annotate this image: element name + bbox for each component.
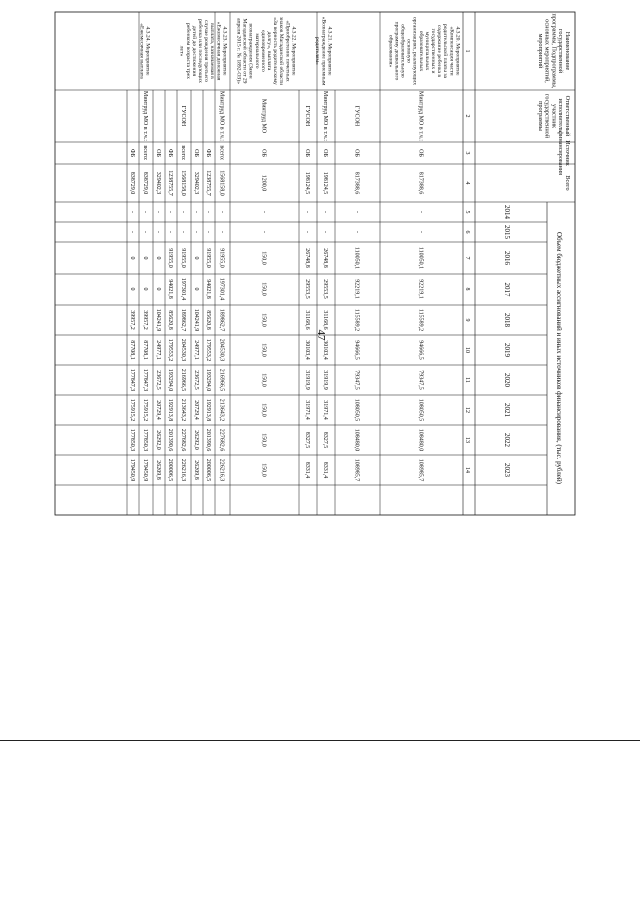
value-cell: 150,0 — [260, 373, 267, 387]
value-cell: 26292,0 — [193, 430, 199, 450]
value-cell: 189862,7 — [218, 308, 225, 332]
value-cell: 179450,9 — [129, 458, 135, 482]
value-cell: 85620,8 — [205, 310, 211, 330]
value-cell: 26209,8 — [193, 460, 199, 480]
value-cell: 79347,5 — [353, 370, 360, 390]
value-cell: 91955,0 — [218, 248, 225, 268]
group-header: Объем бюджетных ассигнований и иных источников финансирования, (тыс. рублей) — [555, 232, 563, 484]
value-cell: 108985,7 — [353, 458, 360, 482]
value-cell: - — [260, 211, 267, 213]
value-cell: 91955,0 — [167, 248, 173, 268]
value-cell: - — [167, 231, 173, 233]
value-cell: 1568158,0 — [180, 170, 186, 196]
value-cell: 179450,9 — [142, 458, 148, 482]
value-cell: 104241,9 — [155, 308, 161, 332]
value-cell: - — [193, 231, 199, 233]
value-cell: 94666,5 — [417, 340, 424, 360]
value-cell: 197301,4 — [180, 277, 186, 301]
value-cell: 24977,1 — [193, 340, 199, 360]
measure-name: 4.3.24. Мероприятие«Ежемесячная выплата — [138, 23, 151, 79]
value-cell: 115589,2 — [417, 308, 424, 332]
column-number: 7 — [464, 256, 470, 260]
value-cell: - — [129, 231, 135, 233]
value-cell: - — [322, 211, 328, 213]
value-cell: 177850,3 — [129, 428, 135, 452]
year-header: 2016 — [503, 251, 511, 265]
value-cell: 193294,0 — [167, 368, 173, 392]
value-cell: 26748,8 — [304, 248, 310, 268]
value-cell: 8331,4 — [322, 461, 328, 479]
value-cell: 110050,1 — [417, 246, 424, 270]
value-cell: 29553,5 — [322, 279, 328, 299]
value-cell: - — [205, 231, 211, 233]
value-cell: - — [155, 211, 161, 213]
value-cell: 177850,3 — [142, 428, 148, 452]
funding-source: ОБ — [193, 149, 199, 157]
value-cell: 91955,0 — [205, 248, 211, 268]
funding-source: ОБ — [304, 149, 310, 157]
value-cell: 0 — [155, 256, 161, 260]
value-cell: 817388,6 — [353, 171, 360, 195]
value-cell: 213643,2 — [180, 398, 186, 422]
column-number: 9 — [464, 318, 470, 322]
funding-source: ОБ — [260, 149, 267, 157]
value-cell: 192913,8 — [205, 398, 211, 422]
value-cell: - — [353, 231, 360, 233]
header-cell: Источникфинансирования — [557, 131, 571, 175]
value-cell: 179553,2 — [205, 338, 211, 362]
value-cell: 30103,4 — [304, 340, 310, 360]
executor: Минтруд МО в т.ч.: — [417, 91, 424, 141]
funding-source: всего: — [218, 145, 225, 161]
year-header: 2018 — [503, 313, 511, 327]
value-cell: 108050,5 — [353, 398, 360, 422]
year-header: 2022 — [503, 433, 511, 447]
value-cell: 150,0 — [260, 313, 267, 327]
value-cell: - — [322, 231, 328, 233]
column-number: 5 — [464, 210, 470, 214]
value-cell: 817388,6 — [417, 171, 424, 195]
column-number: 10 — [464, 347, 470, 353]
column-number: 1 — [464, 49, 470, 53]
value-cell: 0 — [142, 256, 148, 260]
value-cell: 92219,1 — [353, 279, 360, 299]
value-cell: 94021,8 — [205, 279, 211, 299]
value-cell: 201390,6 — [167, 428, 173, 452]
value-cell: - — [193, 211, 199, 213]
value-cell: 175915,2 — [129, 398, 135, 422]
value-cell: - — [167, 211, 173, 213]
value-cell: 39957,2 — [129, 310, 135, 330]
value-cell: 197301,4 — [218, 277, 225, 301]
value-cell: 8331,4 — [304, 461, 310, 479]
value-cell: 108985,7 — [417, 458, 424, 482]
value-cell: 79347,5 — [417, 370, 424, 390]
value-cell: 31168,6 — [322, 310, 328, 330]
funding-source: ФБ — [167, 148, 173, 158]
value-cell: - — [180, 211, 186, 213]
value-cell: - — [129, 211, 135, 213]
column-number: 3 — [464, 151, 470, 155]
header-cell: Всего — [563, 175, 571, 191]
value-cell: 30103,4 — [322, 340, 328, 360]
column-number: 12 — [464, 407, 470, 413]
value-cell: 216966,5 — [180, 368, 186, 392]
value-cell: 204530,3 — [218, 338, 225, 362]
value-cell: - — [304, 231, 310, 233]
measure-name: 4.3.21. Мероприятие«Вознаграждение приемнымродителям» — [314, 16, 333, 86]
value-cell: - — [304, 211, 310, 213]
value-cell: 94666,5 — [353, 340, 360, 360]
value-cell: - — [142, 231, 148, 233]
value-cell: - — [417, 211, 424, 213]
value-cell: 192913,8 — [167, 398, 173, 422]
value-cell: 0 — [129, 256, 135, 260]
value-cell: 198124,5 — [322, 171, 328, 195]
executor: Минтруд МО в т.ч.: — [322, 91, 328, 141]
value-cell: 0 — [193, 287, 199, 291]
executor: Минтруд МО в т.ч.: — [218, 91, 225, 141]
value-cell: 8327,5 — [322, 431, 328, 449]
value-cell: 115589,2 — [353, 308, 360, 332]
column-number: 13 — [464, 437, 470, 443]
value-cell: 108480,0 — [417, 428, 424, 452]
value-cell: 92219,1 — [417, 279, 424, 299]
value-cell: 329402,3 — [193, 171, 199, 195]
measure-name: 4.3.23. Мероприятие«Ежемесячная денежнаявыплата, назначаемая вслучае рождения третьегоребенка или последующихдетей до достиженияребенком возраста трехлет» — [178, 19, 228, 83]
value-cell: 200006,5 — [167, 458, 173, 482]
value-cell: 838729,0 — [142, 171, 148, 195]
value-cell: 179553,2 — [167, 338, 173, 362]
value-cell: 26209,8 — [155, 460, 161, 480]
value-cell: 1238755,7 — [167, 170, 173, 196]
year-header: 2019 — [503, 343, 511, 357]
value-cell: 31971,4 — [304, 400, 310, 420]
value-cell: - — [142, 211, 148, 213]
value-cell: 150,0 — [260, 433, 267, 447]
value-cell: 108480,0 — [353, 428, 360, 452]
value-cell: 85620,8 — [167, 310, 173, 330]
year-header: 2021 — [503, 403, 511, 417]
value-cell: 20729,4 — [155, 400, 161, 420]
year-header: 2014 — [503, 205, 511, 219]
value-cell: 189862,7 — [180, 308, 186, 332]
value-cell: - — [260, 231, 267, 233]
value-cell: 39957,2 — [142, 310, 148, 330]
value-cell: 198124,5 — [304, 171, 310, 195]
measure-name: 4.3.20. Мероприятие«Компенсация частиродительской платы засодержание ребенка вгосударственных имуниципальныхобразовательныхорганизациях, реализующихосновнуюобщеобразовательнуюпрограмму дошкольногообразования» — [387, 16, 461, 86]
value-cell: 31919,9 — [322, 370, 328, 390]
value-cell: 0 — [193, 256, 199, 260]
value-cell: 23672,5 — [155, 370, 161, 390]
funding-source: ОБ — [155, 149, 161, 157]
value-cell: 177847,3 — [129, 368, 135, 392]
value-cell: - — [205, 211, 211, 213]
value-cell: 108050,5 — [417, 398, 424, 422]
value-cell: 0 — [155, 287, 161, 291]
column-number: 11 — [464, 377, 470, 383]
value-cell: 104241,9 — [193, 308, 199, 332]
funding-source: ФБ — [205, 148, 211, 158]
value-cell: 31919,9 — [304, 370, 310, 390]
year-header: 2017 — [503, 282, 511, 297]
value-cell: 23672,5 — [193, 370, 199, 390]
value-cell: 31971,4 — [322, 400, 328, 420]
value-cell: 175915,2 — [142, 398, 148, 422]
header-cell: Наименованиегосударственнойпрограммы, Подпрограммы,основных мероприятий,мероприятий — [537, 13, 571, 89]
funding-source: ОБ — [322, 149, 328, 157]
value-cell: - — [417, 231, 424, 233]
value-cell: 213643,2 — [218, 398, 225, 422]
value-cell: - — [180, 231, 186, 233]
measure-name: 4.3.22. Мероприятие«Приобретение почетныхзнаков Магаданской области«За верность родительскомудолгу», выплатаединовременногоматериальноговознаграждения (ЗаконМагаданской области от 29апреля 2015 г. № 1892-ОЗ)» — [235, 16, 297, 86]
value-cell: 226216,3 — [218, 458, 225, 482]
value-cell: 226216,3 — [180, 458, 186, 482]
value-cell: 150,0 — [260, 282, 267, 296]
value-cell: 204530,3 — [180, 338, 186, 362]
value-cell: 201390,6 — [205, 428, 211, 452]
value-cell: 227682,6 — [180, 428, 186, 452]
table-group — [55, 12, 575, 515]
value-cell: 94021,8 — [167, 279, 173, 299]
value-cell: 24977,1 — [155, 340, 161, 360]
value-cell: 150,0 — [260, 343, 267, 357]
value-cell: 0 — [129, 287, 135, 291]
funding-source: ФБ — [129, 148, 135, 158]
value-cell: 8327,5 — [304, 431, 310, 449]
executor: ГУСОН — [180, 105, 186, 127]
funding-source: всего: — [142, 145, 148, 161]
page-edge-line — [0, 740, 640, 741]
value-cell: - — [353, 211, 360, 213]
value-cell: 20729,4 — [193, 400, 199, 420]
value-cell: 1568158,0 — [218, 170, 225, 196]
executor: Минтруд МО в т.ч.: — [142, 91, 148, 141]
column-number: 14 — [464, 467, 470, 473]
value-cell: 1200,0 — [260, 174, 267, 192]
value-cell: 193294,0 — [205, 368, 211, 392]
value-cell: 227682,6 — [218, 428, 225, 452]
value-cell: 26292,0 — [155, 430, 161, 450]
value-cell: 87708,1 — [142, 340, 148, 360]
value-cell: 329402,3 — [155, 171, 161, 195]
value-cell: - — [218, 211, 225, 213]
executor: ГУСОН — [353, 105, 360, 127]
value-cell: 26748,8 — [322, 248, 328, 268]
value-cell: 29553,5 — [304, 279, 310, 299]
year-header: 2020 — [503, 373, 511, 387]
value-cell: 91955,0 — [180, 248, 186, 268]
value-cell: - — [218, 231, 225, 233]
value-cell: 838729,0 — [129, 171, 135, 195]
value-cell: 150,0 — [260, 251, 267, 265]
value-cell: 1238755,7 — [205, 170, 211, 196]
value-cell: 31168,6 — [304, 310, 310, 330]
value-cell: 150,0 — [260, 463, 267, 477]
value-cell: 87708,1 — [129, 340, 135, 360]
column-number: 4 — [464, 181, 470, 185]
funding-source: всего: — [180, 145, 186, 161]
value-cell: - — [155, 231, 161, 233]
funding-source: ОБ — [353, 149, 360, 157]
executor: Минтруд МО — [260, 98, 267, 134]
column-number: 2 — [464, 114, 470, 118]
header-cell: Ответственныйисполнитель,участникгосударственнойпрограммы — [537, 93, 571, 139]
value-cell: 216966,5 — [218, 368, 225, 392]
year-header: 2023 — [503, 463, 511, 477]
year-header: 2015 — [503, 225, 511, 239]
value-cell: 110050,1 — [353, 246, 360, 270]
value-cell: 177847,3 — [142, 368, 148, 392]
value-cell: 150,0 — [260, 403, 267, 417]
value-cell: 0 — [142, 287, 148, 291]
column-number: 8 — [464, 287, 470, 291]
funding-source: ОБ — [417, 149, 424, 157]
executor: ГУСОН — [304, 105, 310, 127]
column-number: 6 — [464, 230, 470, 234]
value-cell: 200006,5 — [205, 458, 211, 482]
page-number: 47 — [315, 329, 327, 341]
